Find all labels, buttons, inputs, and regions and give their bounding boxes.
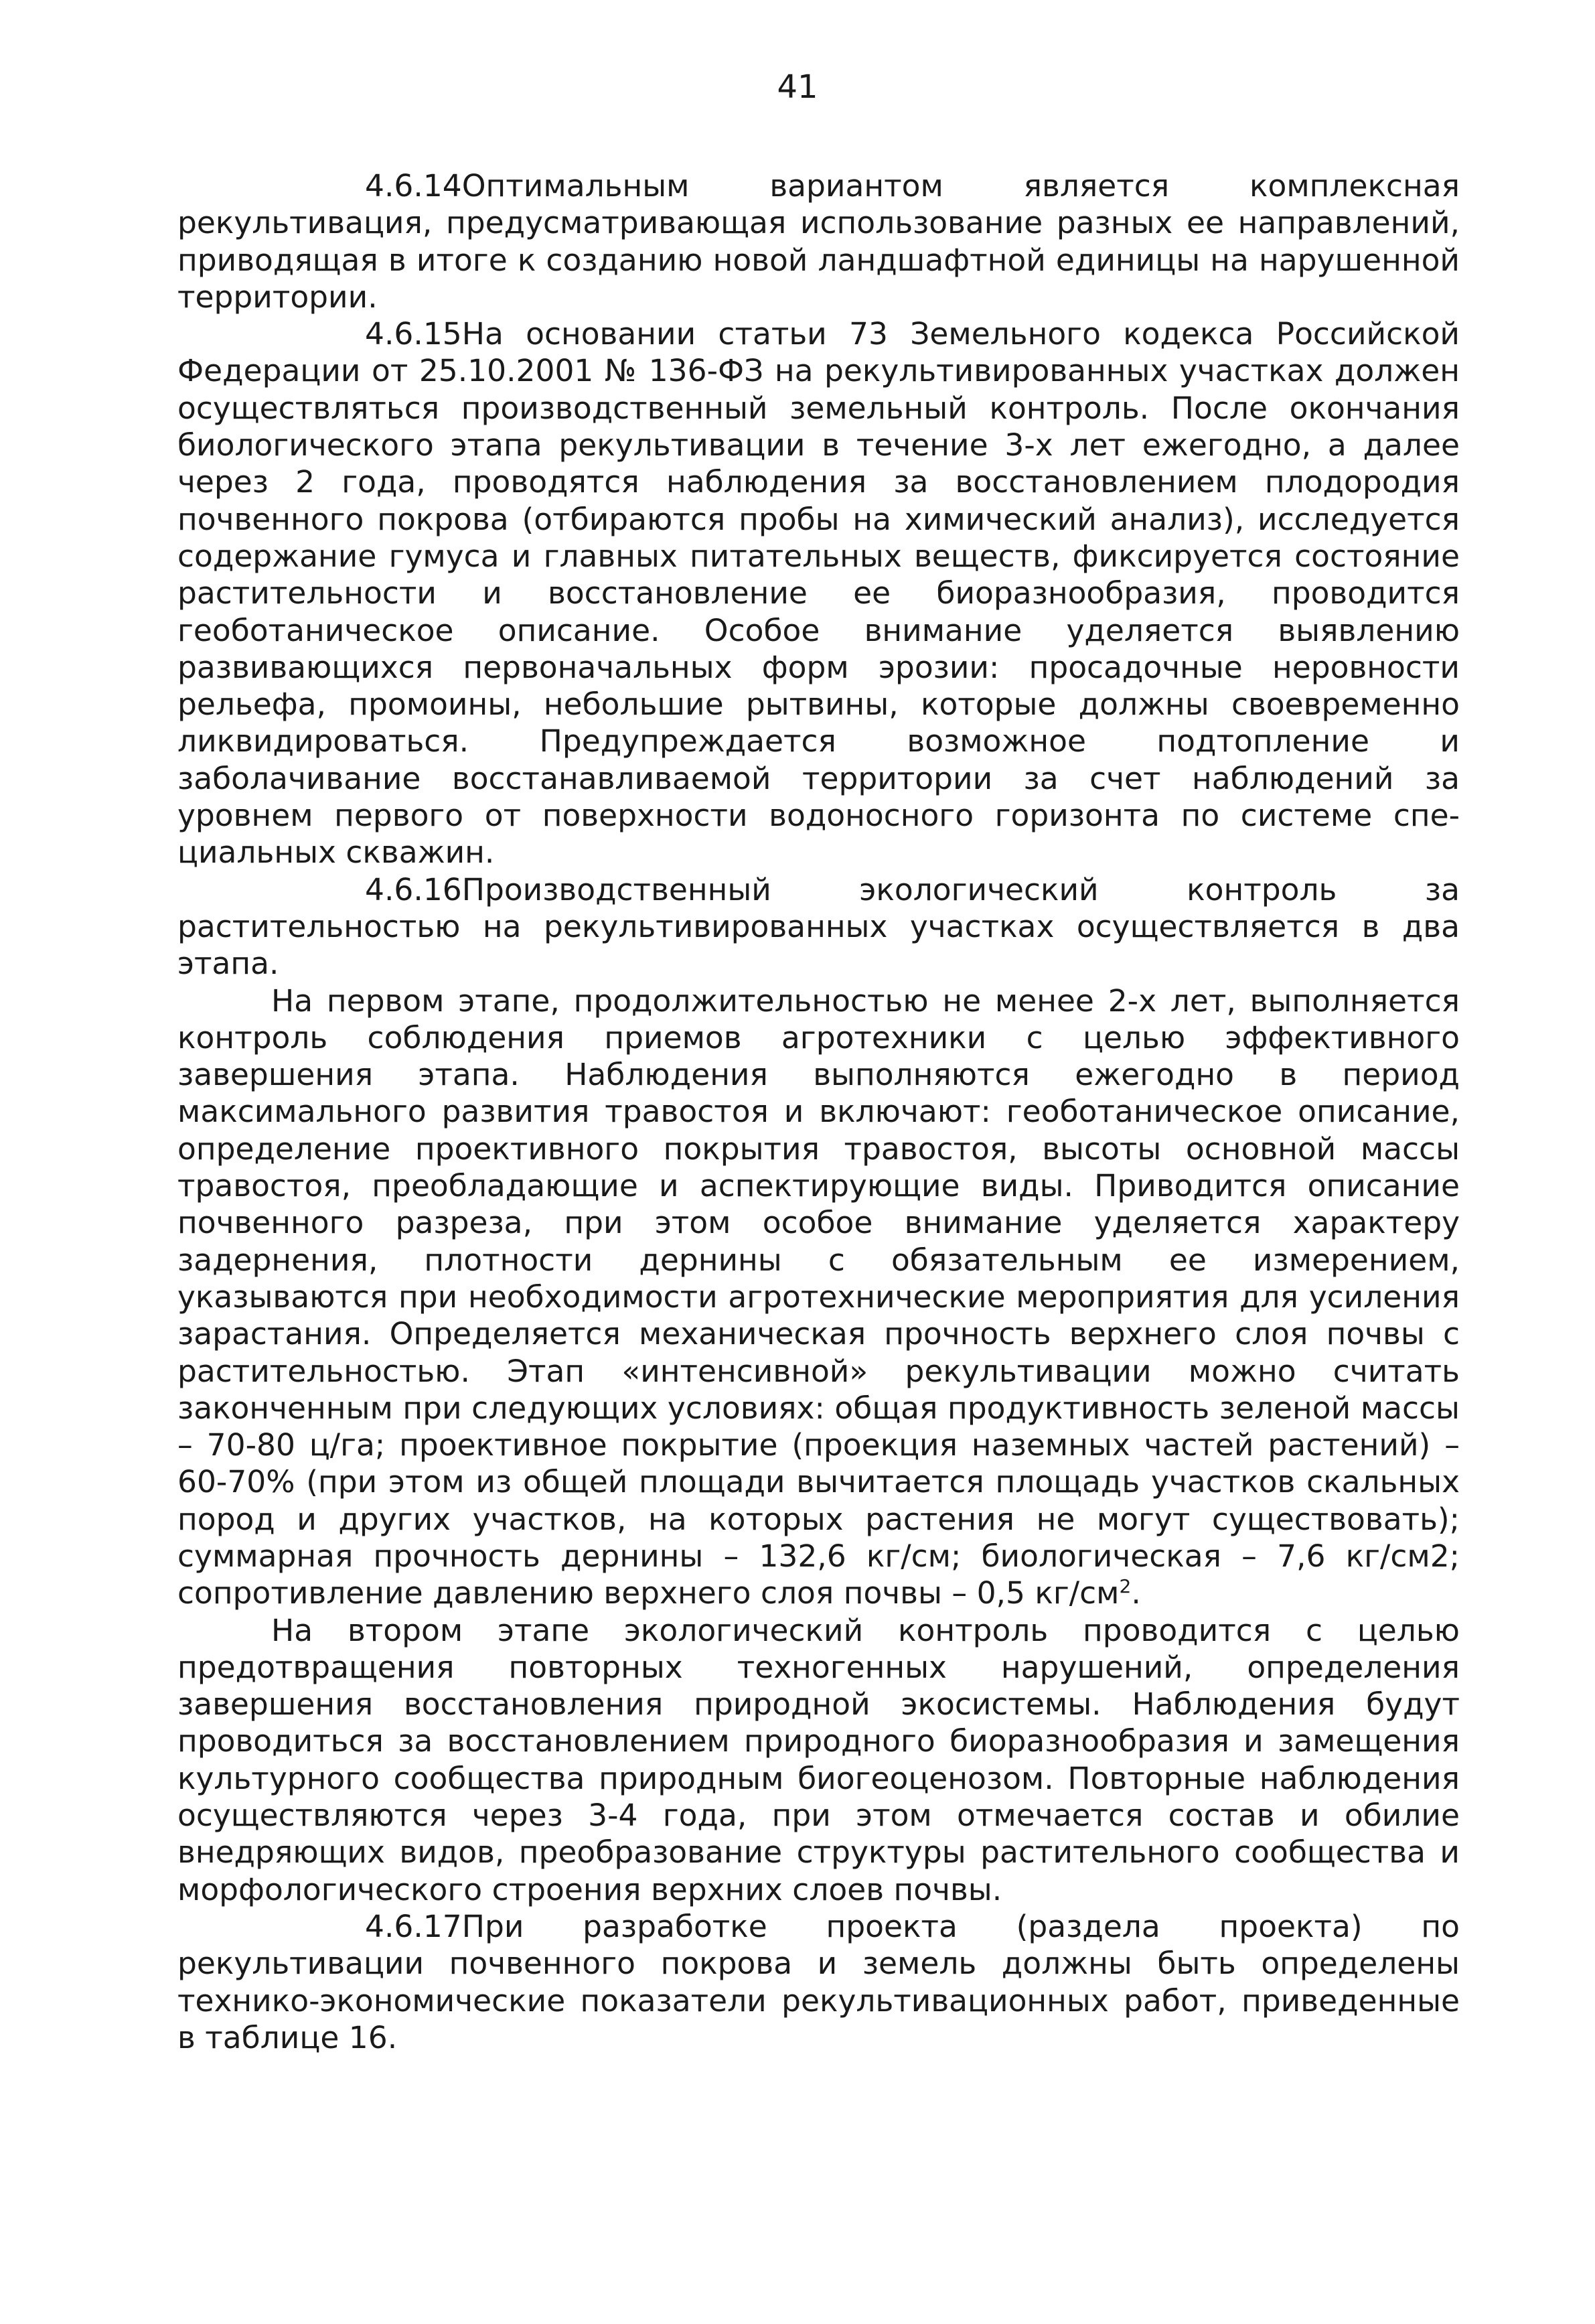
paragraph-text: На первом этапе, продолжительностью не менее 2-х лет, выполняется контроль соблюдения приемов агротехники с целью эффективного завершения этапа. Наблюдения выполняются ежегодно в период максимального развития травостоя и включают: геоботаническое описание, определение проективного покрытия травостоя, высоты основной массы травостоя, преобладающие и аспектирующие виды. Приводится описание почвенного разреза, при этом особое внимание уделяется характеру задернения, плотности дернины с обязательным ее измерением, указываются при необходимости агротехнические мероприятия для усиления зарастания. Определяется механическая прочность верхнего слоя почвы с растительностью. Этап «интенсивной» рекультивации можно считать законченным при следующих условиях: общая продуктивность зеленой массы – 70-80 ц/га; проективное покрытие (проекция наземных частей растений) – 60-70% (при этом из общей площади вычитается площадь участков скальных пород и других участков, на которых растения не могут существовать); суммарная прочность дернины – 132,6 кг/см; биологическая – 7,6 кг/см2; сопротивление давлению верхнего слоя почвы – 0,5 кг/см	[177, 983, 1460, 1611]
paragraph-4-6-15	[177, 315, 1460, 871]
paragraph-number: 4.6.16	[365, 871, 462, 907]
paragraph-number: 4.6.17	[365, 1908, 462, 1944]
superscript: 2	[1119, 1575, 1132, 1598]
paragraph-second-stage	[177, 1612, 1460, 1908]
paragraph-text: Оптимальным вариантом является комплексная рекультивация, предусматривающая использование разных ее направлений, приводящая в итоге к созданию новой ландшафтной единицы на нарушенной территории.	[177, 168, 1460, 315]
paragraph-text: При разработке проекта (раздела проекта) по рекультивации почвенного покрова и земель должны быть определены технико-экономические показатели рекультивационных работ, приведенные в таблице 16.	[177, 1908, 1460, 2055]
document-body	[177, 167, 1460, 2056]
paragraph-4-6-16	[177, 871, 1460, 983]
page-number: 41	[777, 68, 818, 106]
paragraph-number: 4.6.15	[365, 316, 462, 352]
paragraph-text: Производственный экологический контроль за растительностью на рекультивированных участках осуществляется в два этапа.	[177, 871, 1460, 982]
paragraph-text: На основании статьи 73 Земельного кодекса Российской Федерации от 25.10.2001 № 136-ФЗ на рекультивированных участках должен осуществляться производственный земельный контроль. После окончания биологического этапа рекультивации в течение 3-х лет ежегодно, а далее через 2 года, проводятся наблюдения за восстановлением плодородия почвенного покрова (отбираются пробы на химический анализ), исследуется содержание гумуса и главных питательных веществ, фиксируется состояние растительности и восстановление ее биоразнообразия, проводится геоботаническое описание. Особое внимание уделяется выявлению развивающихся первоначальных форм эрозии: просадочные неровности рельефа, промоины, небольшие рытвины, которые должны своевременно ликвидироваться. Предупреждается возможное подтопление и заболачивание восстанавливаемой территории за счет наблюдений за уровнем первого от поверхности водоносного горизонта по системе специальных скважин.	[177, 316, 1460, 871]
paragraph-4-6-17	[177, 1908, 1460, 2056]
paragraph-4-6-14	[177, 167, 1460, 315]
paragraph-first-stage	[177, 983, 1460, 1612]
paragraph-text: На втором этапе экологический контроль проводится с целью предотвращения повторных техногенных нарушений, определения завершения восстановления природной экосистемы. Наблюдения будут проводиться за восстановлением природного биоразнообразия и замещения культурного сообщества природным биогеоценозом. Повторные наблюдения осуществляются через 3-4 года, при этом отмечается состав и обилие внедряющих видов, преобразование структуры растительного сообщества и морфологического строения верхних слоев почвы.	[177, 1612, 1460, 1907]
paragraph-number: 4.6.14	[365, 168, 462, 204]
paragraph-tail: .	[1131, 1575, 1141, 1611]
